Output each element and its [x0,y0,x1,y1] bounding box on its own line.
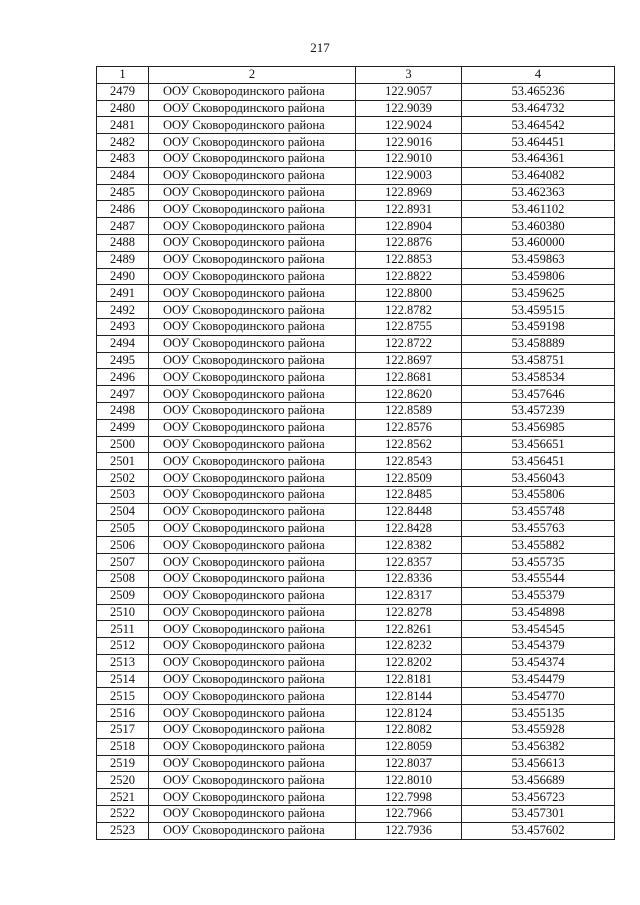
column-header-3: 3 [356,67,462,84]
latitude-cell: 53.457646 [462,386,615,403]
table-row [97,352,615,369]
row-number-cell: 2510 [97,604,149,621]
longitude-cell: 122.8010 [356,772,462,789]
latitude-cell: 53.455928 [462,722,615,739]
row-number-cell: 2511 [97,621,149,638]
latitude-cell: 53.455763 [462,520,615,537]
table-row [97,688,615,705]
table-row [97,150,615,167]
row-number-cell: 2504 [97,503,149,520]
row-number-cell: 2520 [97,772,149,789]
row-number-cell: 2488 [97,234,149,251]
row-number-cell: 2512 [97,638,149,655]
table-row [97,419,615,436]
table-row [97,402,615,419]
row-number-cell: 2515 [97,688,149,705]
table-row [97,184,615,201]
table-row [97,520,615,537]
owner-cell: ООУ Сковородинского района [149,234,356,251]
owner-cell: ООУ Сковородинского района [149,150,356,167]
latitude-cell: 53.455379 [462,587,615,604]
owner-cell: ООУ Сковородинского района [149,117,356,134]
owner-cell: ООУ Сковородинского района [149,705,356,722]
owner-cell: ООУ Сковородинского района [149,134,356,151]
row-number-cell: 2505 [97,520,149,537]
table-row [97,386,615,403]
row-number-cell: 2485 [97,184,149,201]
latitude-cell: 53.454545 [462,621,615,638]
table-row [97,268,615,285]
row-number-cell: 2509 [97,587,149,604]
longitude-cell: 122.8428 [356,520,462,537]
latitude-cell: 53.455882 [462,537,615,554]
latitude-cell: 53.457239 [462,402,615,419]
row-number-cell: 2491 [97,285,149,302]
longitude-cell: 122.8181 [356,671,462,688]
owner-cell: ООУ Сковородинского района [149,671,356,688]
row-number-cell: 2500 [97,436,149,453]
owner-cell: ООУ Сковородинского района [149,352,356,369]
table-row [97,806,615,823]
table-row [97,134,615,151]
row-number-cell: 2487 [97,218,149,235]
longitude-cell: 122.8853 [356,251,462,268]
longitude-cell: 122.8576 [356,419,462,436]
latitude-cell: 53.459515 [462,302,615,319]
latitude-cell: 53.458534 [462,369,615,386]
table-row [97,117,615,134]
longitude-cell: 122.7936 [356,822,462,839]
table-row [97,318,615,335]
longitude-cell: 122.8543 [356,453,462,470]
longitude-cell: 122.8336 [356,570,462,587]
table-row [97,755,615,772]
row-number-cell: 2493 [97,318,149,335]
row-number-cell: 2506 [97,537,149,554]
latitude-cell: 53.454898 [462,604,615,621]
row-number-cell: 2480 [97,100,149,117]
table-row [97,772,615,789]
latitude-cell: 53.455135 [462,705,615,722]
owner-cell: ООУ Сковородинского района [149,218,356,235]
page-number: 217 [310,40,330,55]
latitude-cell: 53.454374 [462,654,615,671]
table-row [97,100,615,117]
longitude-cell: 122.8876 [356,234,462,251]
latitude-cell: 53.459625 [462,285,615,302]
latitude-cell: 53.455735 [462,554,615,571]
owner-cell: ООУ Сковородинского района [149,520,356,537]
table-row [97,234,615,251]
table-row [97,470,615,487]
owner-cell: ООУ Сковородинского района [149,789,356,806]
latitude-cell: 53.456382 [462,738,615,755]
row-number-cell: 2494 [97,335,149,352]
table-header-row [97,67,615,84]
latitude-cell: 53.461102 [462,201,615,218]
table-row [97,218,615,235]
coordinates-table [96,66,615,840]
owner-cell: ООУ Сковородинского района [149,621,356,638]
row-number-cell: 2507 [97,554,149,571]
owner-cell: ООУ Сковородинского района [149,436,356,453]
longitude-cell: 122.8620 [356,386,462,403]
row-number-cell: 2503 [97,486,149,503]
longitude-cell: 122.8278 [356,604,462,621]
row-number-cell: 2479 [97,83,149,100]
table-row [97,251,615,268]
owner-cell: ООУ Сковородинского района [149,184,356,201]
latitude-cell: 53.460000 [462,234,615,251]
column-header-4: 4 [462,67,615,84]
owner-cell: ООУ Сковородинского района [149,268,356,285]
longitude-cell: 122.8317 [356,587,462,604]
owner-cell: ООУ Сковородинского района [149,402,356,419]
longitude-cell: 122.8931 [356,201,462,218]
owner-cell: ООУ Сковородинского района [149,638,356,655]
table-row [97,705,615,722]
row-number-cell: 2486 [97,201,149,218]
row-number-cell: 2519 [97,755,149,772]
longitude-cell: 122.9010 [356,150,462,167]
column-header-1: 1 [97,67,149,84]
longitude-cell: 122.8059 [356,738,462,755]
table-row [97,201,615,218]
owner-cell: ООУ Сковородинского района [149,688,356,705]
longitude-cell: 122.8037 [356,755,462,772]
row-number-cell: 2502 [97,470,149,487]
table-row [97,537,615,554]
latitude-cell: 53.455748 [462,503,615,520]
longitude-cell: 122.8755 [356,318,462,335]
table-row [97,570,615,587]
owner-cell: ООУ Сковородинского района [149,100,356,117]
longitude-cell: 122.8232 [356,638,462,655]
owner-cell: ООУ Сковородинского района [149,604,356,621]
longitude-cell: 122.8082 [356,722,462,739]
owner-cell: ООУ Сковородинского района [149,537,356,554]
longitude-cell: 122.8822 [356,268,462,285]
table-row [97,453,615,470]
owner-cell: ООУ Сковородинского района [149,806,356,823]
owner-cell: ООУ Сковородинского района [149,722,356,739]
latitude-cell: 53.456613 [462,755,615,772]
longitude-cell: 122.7998 [356,789,462,806]
table-row [97,587,615,604]
table-row [97,167,615,184]
latitude-cell: 53.454479 [462,671,615,688]
table-body [97,83,615,839]
owner-cell: ООУ Сковородинского района [149,318,356,335]
row-number-cell: 2489 [97,251,149,268]
longitude-cell: 122.8448 [356,503,462,520]
longitude-cell: 122.9057 [356,83,462,100]
owner-cell: ООУ Сковородинского района [149,755,356,772]
row-number-cell: 2518 [97,738,149,755]
owner-cell: ООУ Сковородинского района [149,470,356,487]
table-row [97,335,615,352]
owner-cell: ООУ Сковородинского района [149,822,356,839]
row-number-cell: 2497 [97,386,149,403]
table-row [97,738,615,755]
owner-cell: ООУ Сковородинского района [149,369,356,386]
owner-cell: ООУ Сковородинского района [149,554,356,571]
longitude-cell: 122.9039 [356,100,462,117]
longitude-cell: 122.8202 [356,654,462,671]
latitude-cell: 53.458751 [462,352,615,369]
row-number-cell: 2498 [97,402,149,419]
table-row [97,671,615,688]
owner-cell: ООУ Сковородинского района [149,285,356,302]
owner-cell: ООУ Сковородинского района [149,503,356,520]
owner-cell: ООУ Сковородинского района [149,738,356,755]
longitude-cell: 122.9024 [356,117,462,134]
latitude-cell: 53.455544 [462,570,615,587]
row-number-cell: 2483 [97,150,149,167]
table-row [97,369,615,386]
row-number-cell: 2490 [97,268,149,285]
owner-cell: ООУ Сковородинского района [149,453,356,470]
latitude-cell: 53.457301 [462,806,615,823]
row-number-cell: 2482 [97,134,149,151]
owner-cell: ООУ Сковородинского района [149,587,356,604]
latitude-cell: 53.454379 [462,638,615,655]
table-row [97,654,615,671]
latitude-cell: 53.464542 [462,117,615,134]
longitude-cell: 122.8681 [356,369,462,386]
row-number-cell: 2496 [97,369,149,386]
row-number-cell: 2492 [97,302,149,319]
owner-cell: ООУ Сковородинского района [149,302,356,319]
row-number-cell: 2481 [97,117,149,134]
table-row [97,822,615,839]
owner-cell: ООУ Сковородинского района [149,167,356,184]
longitude-cell: 122.8357 [356,554,462,571]
latitude-cell: 53.457602 [462,822,615,839]
latitude-cell: 53.458889 [462,335,615,352]
table-row [97,83,615,100]
row-number-cell: 2523 [97,822,149,839]
table-row [97,789,615,806]
column-header-2: 2 [149,67,356,84]
table-row [97,503,615,520]
row-number-cell: 2517 [97,722,149,739]
latitude-cell: 53.459863 [462,251,615,268]
table-row [97,604,615,621]
longitude-cell: 122.8144 [356,688,462,705]
owner-cell: ООУ Сковородинского района [149,570,356,587]
latitude-cell: 53.459198 [462,318,615,335]
latitude-cell: 53.456723 [462,789,615,806]
row-number-cell: 2508 [97,570,149,587]
latitude-cell: 53.464451 [462,134,615,151]
latitude-cell: 53.455806 [462,486,615,503]
longitude-cell: 122.8562 [356,436,462,453]
longitude-cell: 122.8261 [356,621,462,638]
owner-cell: ООУ Сковородинского района [149,486,356,503]
longitude-cell: 122.8722 [356,335,462,352]
latitude-cell: 53.456651 [462,436,615,453]
latitude-cell: 53.464732 [462,100,615,117]
latitude-cell: 53.460380 [462,218,615,235]
row-number-cell: 2499 [97,419,149,436]
latitude-cell: 53.456043 [462,470,615,487]
latitude-cell: 53.456985 [462,419,615,436]
row-number-cell: 2522 [97,806,149,823]
owner-cell: ООУ Сковородинского района [149,251,356,268]
longitude-cell: 122.8800 [356,285,462,302]
row-number-cell: 2516 [97,705,149,722]
row-number-cell: 2514 [97,671,149,688]
longitude-cell: 122.8782 [356,302,462,319]
longitude-cell: 122.9016 [356,134,462,151]
owner-cell: ООУ Сковородинского района [149,335,356,352]
longitude-cell: 122.8485 [356,486,462,503]
table-row [97,621,615,638]
row-number-cell: 2484 [97,167,149,184]
longitude-cell: 122.8697 [356,352,462,369]
longitude-cell: 122.8904 [356,218,462,235]
owner-cell: ООУ Сковородинского района [149,419,356,436]
longitude-cell: 122.7966 [356,806,462,823]
longitude-cell: 122.8124 [356,705,462,722]
table-row [97,436,615,453]
latitude-cell: 53.462363 [462,184,615,201]
table-row [97,554,615,571]
table-row [97,486,615,503]
latitude-cell: 53.454770 [462,688,615,705]
latitude-cell: 53.459806 [462,268,615,285]
table-row [97,302,615,319]
owner-cell: ООУ Сковородинского района [149,83,356,100]
table-row [97,285,615,302]
longitude-cell: 122.8969 [356,184,462,201]
row-number-cell: 2501 [97,453,149,470]
row-number-cell: 2513 [97,654,149,671]
latitude-cell: 53.456451 [462,453,615,470]
longitude-cell: 122.8382 [356,537,462,554]
row-number-cell: 2521 [97,789,149,806]
owner-cell: ООУ Сковородинского района [149,772,356,789]
longitude-cell: 122.8509 [356,470,462,487]
owner-cell: ООУ Сковородинского района [149,654,356,671]
latitude-cell: 53.464361 [462,150,615,167]
owner-cell: ООУ Сковородинского района [149,201,356,218]
latitude-cell: 53.464082 [462,167,615,184]
longitude-cell: 122.8589 [356,402,462,419]
longitude-cell: 122.9003 [356,167,462,184]
owner-cell: ООУ Сковородинского района [149,386,356,403]
latitude-cell: 53.456689 [462,772,615,789]
table-row [97,638,615,655]
table-row [97,722,615,739]
latitude-cell: 53.465236 [462,83,615,100]
row-number-cell: 2495 [97,352,149,369]
